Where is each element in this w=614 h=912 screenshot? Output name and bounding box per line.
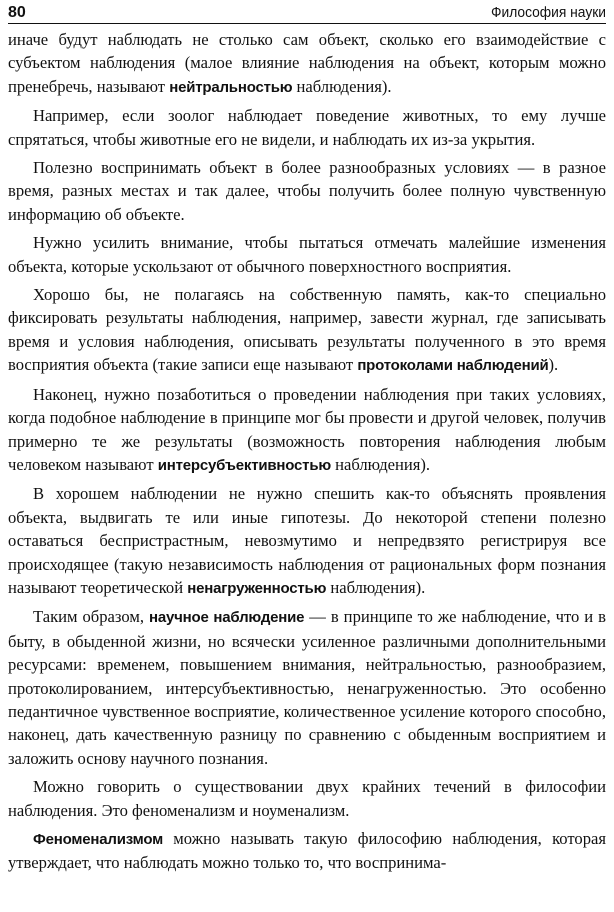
term-intersubjectivity: интерсубъективностью [157, 456, 331, 474]
paragraph: Например, если зоолог наблюдает поведение животных, то ему лучше спрятаться, чтобы животные его не видели, и наблюдать их из-за укрытия. [8, 106, 606, 149]
paragraph: В хорошем наблюдении не нужно спешить как-то объяснять проявления объекта, выдвигать те или иные гипотезы. До некоторой степени полезно оставаться беспристрастным, невозмутимо и непредвзято регистрируя все происходящее (такую независимость наблюдения от рациональных форм познания называют теоретической ненагруженностью наблюдения). [8, 484, 606, 597]
page-header [8, 2, 606, 24]
body-text [8, 28, 606, 875]
term-phenomenalism: Феноменализмом [33, 831, 164, 848]
paragraph: Феноменализмом можно называть такую философию наблюдения, которая утверждает, что наблюдать можно только то, что воспринима- [8, 829, 606, 873]
paragraph: Полезно воспринимать объект в более разнообразных условиях — в разное время, разных местах и так далее, чтобы получить более полную чувственную информацию об объекте. [8, 158, 606, 224]
paragraph: Можно говорить о существовании двух крайних течений в философии наблюдения. Это феноменализм и ноуменализм. [8, 777, 606, 820]
term-observation-protocols: протоколами наблюдений [357, 357, 549, 375]
term-scientific-observation: научное наблюдение [148, 609, 305, 627]
paragraph: иначе будут наблюдать не столько сам объект, сколько его взаимодействие с субъектом наблюдения (малое влияние наблюдения на объект, которым можно пренебречь, называют нейтральностью наблюдения). [8, 30, 606, 96]
term-neutrality: нейтральностью [169, 78, 293, 96]
paragraph: Наконец, нужно позаботиться о проведении наблюдения при таких условиях, когда подобное наблюдение в принципе мог бы провести и другой человек, получив примерно те же результаты (возможность повторения наблюдения любым человеком называют интерсубъективностью наблюдения). [8, 384, 606, 474]
page-number: 80 [8, 4, 26, 21]
term-theory-unladenness: ненагруженностью [187, 579, 327, 597]
paragraph: Нужно усилить внимание, чтобы пытаться отмечать малейшие изменения объекта, которые ускользают от обычного поверхностного восприятия. [8, 233, 606, 276]
paragraph: Таким образом, научное наблюдение — в принципе то же наблюдение, что и в быту, в обыденной жизни, но всячески усиленное различными дополнительными ресурсами: временем, повышением внимания, нейтральностью, разнообразием, протоколированием, интерсубъективностью, ненагруженностью. Это особенно педантичное чувственное восприятие, количественное усиление которого способно, наконец, дать качественную разницу по сравнению с обыденным восприятием и заложить основу научного познания. [8, 607, 607, 768]
paragraph: Хорошо бы, не полагаясь на собственную память, как-то специально фиксировать результаты наблюдения, например, завести журнал, где записывать время и условия наблюдения, описывать результаты полученного в это время восприятия объекта (такие записи еще называют протоколами наблюдений). [8, 285, 606, 375]
running-title: Философия науки [491, 4, 606, 21]
